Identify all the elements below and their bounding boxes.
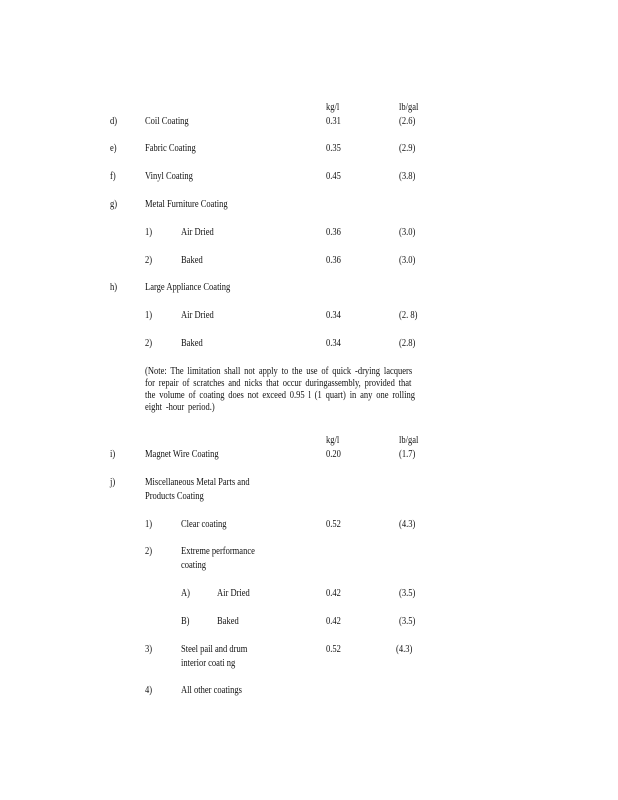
units-lb-header: lb/gal — [399, 102, 419, 113]
item-label: Coil Coating — [145, 116, 189, 127]
subitem-label: Baked — [181, 338, 203, 349]
subitem-label: Baked — [181, 255, 203, 266]
lb-value: (2. 8) — [399, 310, 418, 321]
subitem-label: All other coatings — [181, 685, 242, 696]
lb-value: (3.0) — [399, 255, 416, 266]
subitem-label: Air Dried — [181, 310, 214, 321]
item-label: Magnet Wire Coating — [145, 449, 219, 460]
subitem-label: coating — [181, 560, 207, 571]
subitem-number: 2) — [145, 255, 153, 266]
subitem-label: Air Dried — [181, 227, 214, 238]
note-line: eight -hour period.) — [145, 402, 215, 413]
lb-value: (4.3) — [399, 519, 416, 530]
kg-value: 0.34 — [326, 310, 341, 321]
subitem-number: 1) — [145, 227, 153, 238]
kg-value: 0.42 — [326, 616, 341, 627]
subitem-label: Extreme performance — [181, 546, 255, 557]
item-label: Products Coating — [145, 491, 204, 502]
item-letter: d) — [110, 116, 118, 127]
lb-value: (1.7) — [399, 449, 416, 460]
units-kg-header: kg/l — [326, 102, 340, 113]
units-kg-header: kg/l — [326, 435, 340, 446]
lb-value: (3.0) — [399, 227, 416, 238]
item-letter: e) — [110, 143, 117, 154]
kg-value: 0.42 — [326, 588, 341, 599]
limitation-note — [145, 366, 502, 414]
lb-value: (4.3) — [396, 644, 413, 655]
item-label: Fabric Coating — [145, 143, 196, 154]
kg-value: 0.45 — [326, 171, 341, 182]
lb-value: (2.9) — [399, 143, 416, 154]
units-lb-header: lb/gal — [399, 435, 419, 446]
kg-value: 0.36 — [326, 255, 341, 266]
item-letter: f) — [110, 171, 116, 182]
subitem-label: Clear coating — [181, 519, 227, 530]
kg-value: 0.52 — [326, 644, 341, 655]
kg-value: 0.35 — [326, 143, 341, 154]
item-letter: h) — [110, 282, 118, 293]
kg-value: 0.34 — [326, 338, 341, 349]
subsubitem-label: Air Dried — [217, 588, 250, 599]
item-label: Vinyl Coating — [145, 171, 193, 182]
lb-value: (3.5) — [399, 588, 416, 599]
subsubitem-number: A) — [181, 588, 190, 599]
subsubitem-label: Baked — [217, 616, 239, 627]
item-letter: j) — [110, 477, 116, 488]
kg-value: 0.20 — [326, 449, 341, 460]
kg-value: 0.52 — [326, 519, 341, 530]
lb-value: (3.5) — [399, 616, 416, 627]
note-line: for repair of scratches and nicks that occur duringassembly, provided that — [145, 378, 412, 389]
subitem-number: 3) — [145, 644, 153, 655]
subitem-number: 1) — [145, 519, 153, 530]
item-label: Metal Furniture Coating — [145, 199, 228, 210]
kg-value: 0.36 — [326, 227, 341, 238]
subitem-label: Steel pail and drum — [181, 644, 248, 655]
subitem-number: 4) — [145, 685, 153, 696]
note-line: the volume of coating does not exceed 0.95 l (1 quart) in any one rolling — [145, 390, 416, 401]
subsubitem-number: B) — [181, 616, 190, 627]
subitem-label: interior coati ng — [181, 658, 236, 669]
subitem-number: 1) — [145, 310, 153, 321]
lb-value: (2.8) — [399, 338, 416, 349]
item-letter: i) — [110, 449, 116, 460]
item-label: Large Appliance Coating — [145, 282, 231, 293]
subitem-number: 2) — [145, 546, 153, 557]
kg-value: 0.31 — [326, 116, 341, 127]
subitem-number: 2) — [145, 338, 153, 349]
item-label: Miscellaneous Metal Parts and — [145, 477, 250, 488]
note-line: (Note: The limitation shall not apply to the use of quick -drying lacquers — [145, 366, 413, 377]
lb-value: (2.6) — [399, 116, 416, 127]
lb-value: (3.8) — [399, 171, 416, 182]
item-letter: g) — [110, 199, 118, 210]
